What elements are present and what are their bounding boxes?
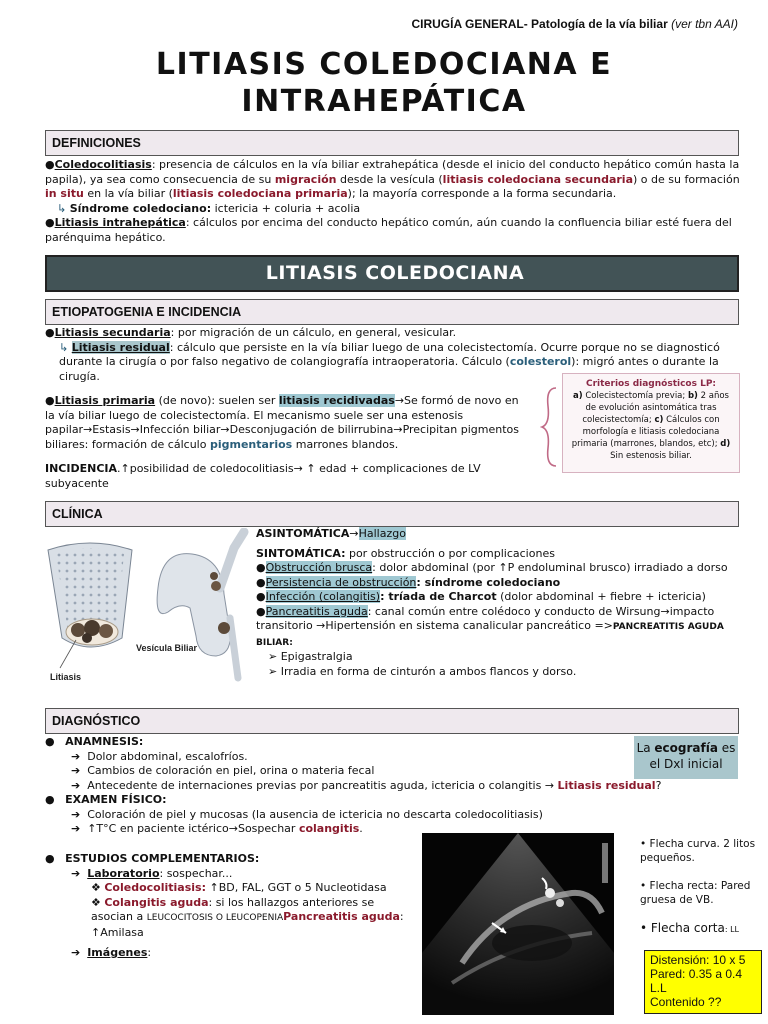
definiciones-body (45, 158, 745, 245)
etio-primaria: ●Litiasis primaria (de novo): suelen ser litiasis recidivadas→Se formó de novo en la vía biliar luego de colecistectomía. El mecanismo suele ser una estenosis papilar→Estasis→Infección biliar→Desconjugación de bilirrubina→Precipitan pigmentos biliares: formación de cálculo pigmentarios marrones blandos. (45, 394, 519, 451)
pancreatitis-aguda: ●Pancreatitis aguda: canal común entre colédoco y conducto de Wirsung→impacto transitorio →Hipertensión en sistema canalicular pancreático =>PANCREATITIS AGUDA BILIAR: (256, 604, 724, 648)
note-flecha-recta: • Flecha recta: Pared gruesa de VB. (640, 880, 751, 906)
section-title-litiasis-coledociana: LITIASIS COLEDOCIANA (45, 255, 739, 292)
lab-colangitis: ❖ Colangitis aguda: si los hallazgos anteriores se asocian a LEUCOCITOSIS O LEUCOPENIAPancreatitis aguda: ↑Amilasa (91, 895, 404, 939)
label-vesicula: Vesícula Biliar (136, 643, 198, 653)
lab-coledocolitiasis: ❖ Coledocolitiasis: ↑BD, FAL, GGT o 5 Nucleotidasa (91, 881, 387, 894)
ultrasound-image (422, 833, 614, 1015)
incidencia: INCIDENCIA.↑posibilidad de coledocolitiasis→ ↑ edad + complicaciones de LV subyacente (45, 462, 481, 490)
gallbladder-illustration (40, 528, 255, 688)
imagenes: ➔ Imágenes: (71, 946, 152, 959)
sindrome-coledociano: ↳ Síndrome coledociano: ictericia + coluria + acolia (57, 201, 361, 215)
label-litiasis: Litiasis (50, 672, 82, 682)
anamnesis-item: ➔ Cambios de coloración en piel, orina o materia fecal (71, 764, 375, 777)
brace-icon (540, 386, 560, 468)
ecografia-callout: La ecografía es el DxI inicial (634, 736, 738, 779)
anamnesis: ● ANAMNESIS: (45, 735, 144, 748)
examen-item: ➔ Coloración de piel y mucosas (la ausencia de ictericia no descarta coledocolitiasis) (71, 807, 543, 821)
examen-item: ➔ ↑T°C en paciente ictérico→Sospechar colangitis. (71, 822, 363, 835)
anamnesis-item: ➔ Dolor abdominal, escalofríos. (71, 749, 248, 763)
examen-fisico: ● EXAMEN FÍSICO: (45, 793, 167, 806)
note-flecha-corta: • Flecha corta: LL (640, 921, 739, 935)
obstruccion-brusca: ●Obstrucción brusca: dolor abdominal (por ↑P endoluminal brusco) irradiado a dorso (256, 561, 728, 574)
persistencia-obstruccion: ●Persistencia de obstrucción: síndrome coledociano (256, 575, 561, 589)
definition-coledocolitiasis: ●Coledocolitiasis: presencia de cálculos en la vía biliar extrahepática (desde el inicio del conducto hepático común hasta la papila), ya sea como consecuencia de su migración desde la vesícula (litiasis coledociana secundaria) o de su formación in situ en la vía biliar (litiasis coledociana primaria); la mayoría corresponde a la forma secundaria. (45, 158, 740, 200)
criterios-lp-box: Criterios diagnósticos LP: a) Colecistectomía previa; b) 2 años de evolución asintomática tras colecistectomía; c) Cálculos con morfología e litiasis coledociana primaria (marrones, blandos, etc); d) Sin estenosis biliar. (562, 373, 740, 473)
section-heading-etiopatogenia: ETIOPATOGENIA E INCIDENCIA (45, 299, 739, 325)
epigastralgia: ➢ Epigastralgia (268, 650, 353, 663)
ultrasound-notes (640, 837, 765, 937)
section-heading-definiciones: DEFINICIONES (45, 130, 739, 156)
asintomatica: ASINTOMÁTICA→Hallazgo (256, 527, 406, 540)
litiasis-residual: ↳ Litiasis residual: cálculo que persiste en la vía biliar luego de una colecistectomía. Ocurre porque no se diagnosticó durante la cirugía o por falso negativo de colangiografía intraoperatoria. Cálculo (colesterol): migró antes o durante la cirugía. (59, 340, 720, 383)
irradia-cinturon: ➢ Irradia en forma de cinturón a ambos flancos y dorso. (268, 664, 577, 678)
etio-secundaria: ●Litiasis secundaria: por migración de un cálculo, en general, vesicular. ↳ Litiasis residual: cálculo que persiste en la vía biliar luego de una colecistectomía. Ocurre porque no se diagnosticó durante la cirugía o por falso negativo de colangiografía intraoperatoria. Cálculo (colesterol): migró antes o durante la cirugía. (45, 326, 745, 384)
sintomatica: SINTOMÁTICA: por obstrucción o por complicaciones (256, 546, 555, 560)
document-header: CIRUGÍA GENERAL- Patología de la vía biliar (ver tbn AAI) (411, 17, 738, 31)
clinica-body (256, 527, 746, 679)
distension-box: Distensión: 10 x 5 Pared: 0.35 a 0.4 L.L Contenido ?? (644, 950, 762, 1014)
section-heading-clinica: CLÍNICA (45, 501, 739, 527)
note-flecha-curva: • Flecha curva. 2 litos pequeños. (640, 838, 756, 864)
page-title: LITIASIS COLEDOCIANA E INTRAHEPÁTICA (155, 47, 613, 119)
anamnesis-item: ➔ Antecedente de internaciones previas por pancreatitis aguda, ictericia o colangitis → Litiasis residual? (71, 778, 662, 792)
estudios-complementarios: ● ESTUDIOS COMPLEMENTARIOS: ➔ Laboratorio: sospechar... ❖ Coledocolitiasis: ↑BD, FAL, GGT o 5 Nucleotidasa ❖ Colangitis aguda: si los hallazgos anteriores se asocian a LEUCOCITOSIS O LEUCOPENIAPancreatitis aguda: ↑Amilasa ➔ Imágenes: (45, 852, 415, 961)
infeccion-colangitis: ●Infección (colangitis): tríada de Charcot (dolor abdominal + fiebre + ictericia) (256, 590, 706, 603)
laboratorio: ➔ Laboratorio: sospechar... (71, 866, 233, 880)
section-heading-diagnostico: DIAGNÓSTICO (45, 708, 739, 734)
definition-litiasis-intrahepatica: ●Litiasis intrahepática: cálculos por encima del conducto hepático común, aún cuando la confluencia biliar esté fuera del parénquima hepático. (45, 216, 732, 244)
